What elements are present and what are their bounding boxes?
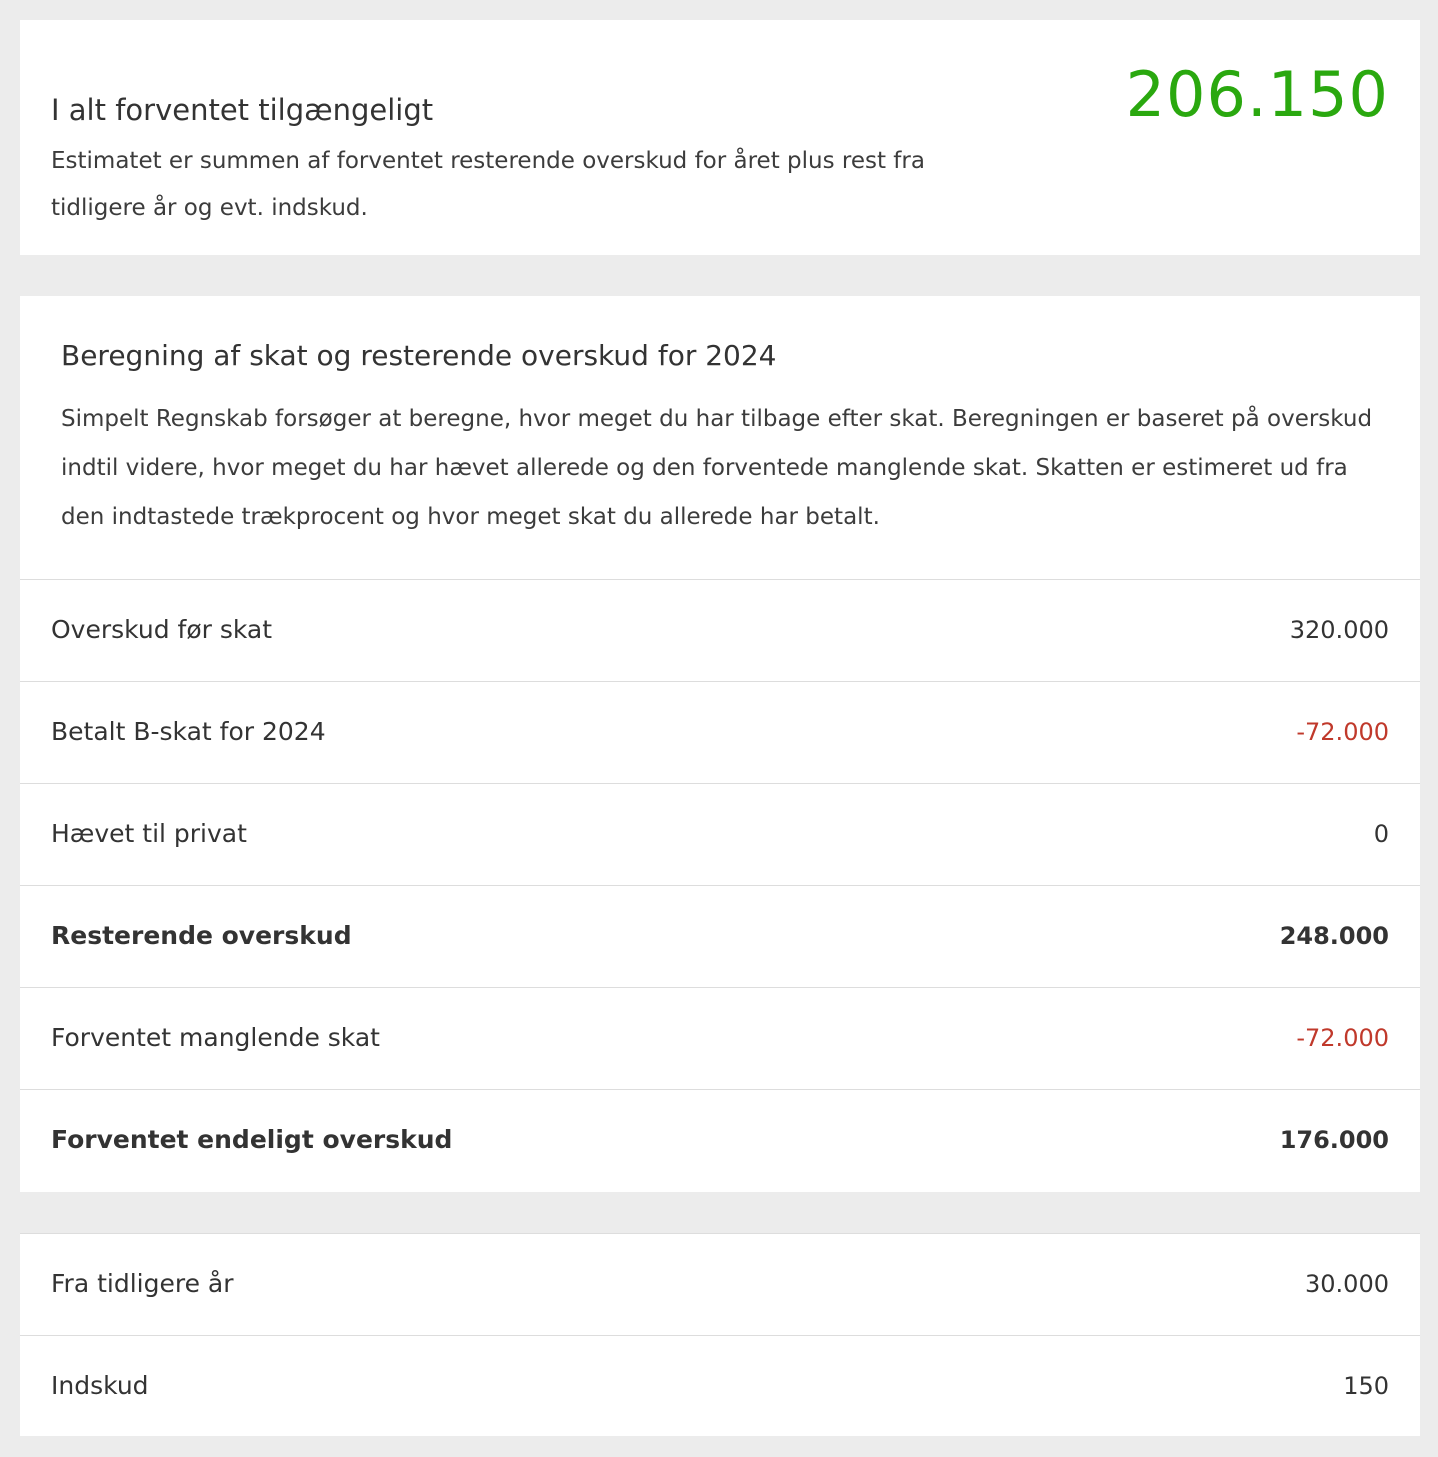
row-label: Forventet endeligt overskud <box>51 1125 453 1154</box>
row-resterende-overskud <box>20 886 1420 988</box>
row-value: -72.000 <box>1296 1024 1389 1052</box>
other-funds-rows <box>20 1234 1420 1438</box>
row-forventet-endeligt-overskud <box>20 1090 1420 1192</box>
calculation-rows <box>20 580 1420 1192</box>
row-label: Hævet til privat <box>51 819 247 848</box>
row-value: -72.000 <box>1296 718 1389 746</box>
row-value: 0 <box>1373 820 1389 848</box>
calculation-card <box>20 296 1420 1192</box>
row-value: 150 <box>1343 1372 1389 1400</box>
row-label: Resterende overskud <box>51 921 352 950</box>
other-funds-card <box>20 1233 1420 1436</box>
row-label: Indskud <box>51 1371 149 1400</box>
row-indskud <box>20 1336 1420 1438</box>
row-value: 176.000 <box>1279 1126 1389 1154</box>
calculation-title: Beregning af skat og resterende overskud for 2024 <box>61 339 777 372</box>
summary-card <box>20 20 1420 255</box>
summary-description: Estimatet er summen af forventet resterende overskud for året plus rest fra tidligere år og evt. indskud. <box>51 148 925 221</box>
row-value: 30.000 <box>1305 1270 1389 1298</box>
row-label: Forventet manglende skat <box>51 1023 380 1052</box>
row-betalt-b-skat <box>20 682 1420 784</box>
summary-title: I alt forventet tilgængeligt <box>51 93 434 127</box>
row-label: Fra tidligere år <box>51 1269 234 1298</box>
calculation-header <box>20 296 1420 580</box>
row-forventet-manglende-skat <box>20 988 1420 1090</box>
calculation-description: Simpelt Regnskab forsøger at beregne, hvor meget du har tilbage efter skat. Beregningen er baseret på overskud indtil videre, hvor meget du har hævet allerede og den forventede manglende skat. Skatten er estimeret ud fra den indtastede trækprocent og hvor meget skat du allerede har betalt. <box>61 406 1373 530</box>
row-value: 248.000 <box>1279 922 1389 950</box>
row-fra-tidligere-aar <box>20 1234 1420 1336</box>
row-value: 320.000 <box>1289 616 1389 644</box>
row-label: Betalt B-skat for 2024 <box>51 717 326 746</box>
summary-total-amount: 206.150 <box>1125 58 1389 131</box>
row-overskud-foer-skat <box>20 580 1420 682</box>
row-haevet-til-privat <box>20 784 1420 886</box>
row-label: Overskud før skat <box>51 615 273 644</box>
